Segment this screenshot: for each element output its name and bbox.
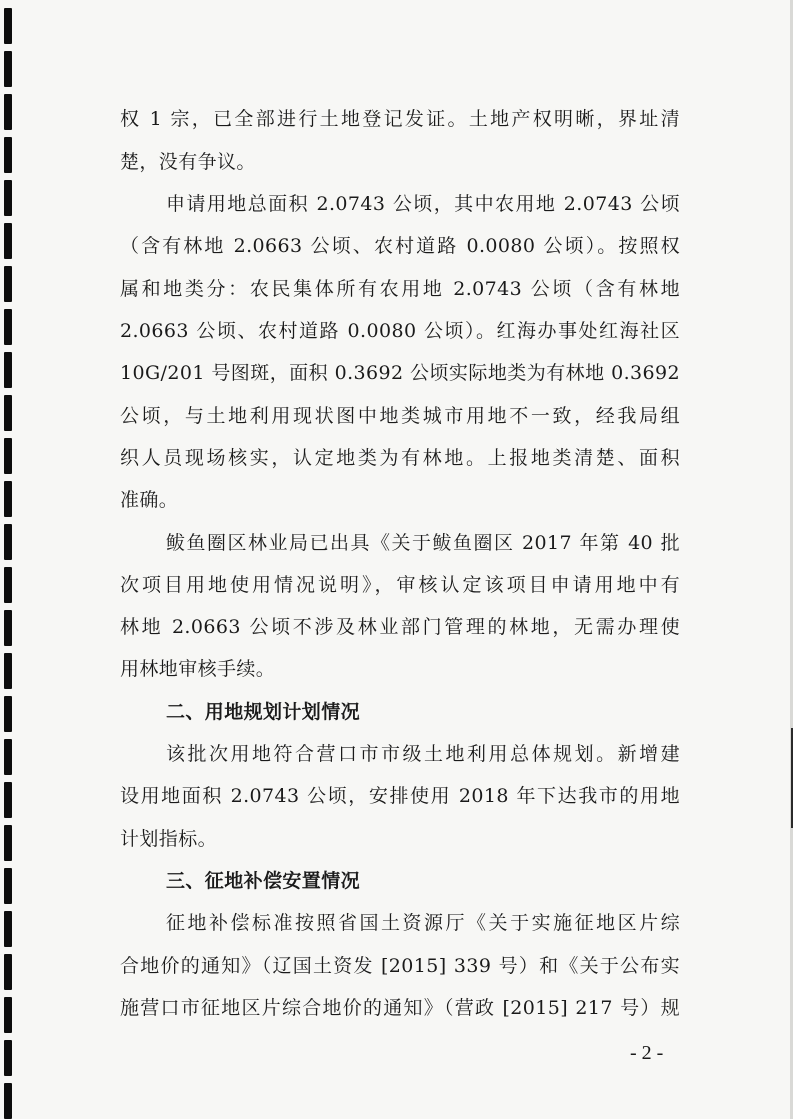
text-line: 设用地面积 2.0743 公顷，安排使用 2018 年下达我市的用地 <box>120 785 680 807</box>
binding-hole <box>4 223 12 259</box>
binding-hole <box>4 997 12 1033</box>
binding-hole <box>4 94 12 130</box>
text-line: 合地价的通知》（辽国土资发 [2015] 339 号）和《关于公布实 <box>120 955 680 977</box>
text-line: 该批次用地符合营口市市级土地利用总体规划。新增建 <box>166 743 680 765</box>
binding-hole <box>4 567 12 603</box>
text-line: 鲅鱼圈区林业局已出具《关于鲅鱼圈区 2017 年第 40 批 <box>166 532 680 554</box>
text-line: 计划指标。 <box>120 828 218 850</box>
text-line: 准确。 <box>120 489 179 511</box>
binding-hole <box>4 266 12 302</box>
text-line: 申请用地总面积 2.0743 公顷，其中农用地 2.0743 公顷 <box>166 193 680 215</box>
binding-hole <box>4 1083 12 1119</box>
binding-hole <box>4 137 12 173</box>
binding-hole <box>4 352 12 388</box>
binding-hole <box>4 309 12 345</box>
text-line: 织人员现场核实，认定地类为有林地。上报地类清楚、面积 <box>120 447 680 469</box>
page-number: - 2 - <box>630 1042 664 1064</box>
binding-hole <box>4 180 12 216</box>
binding-hole <box>4 1040 12 1076</box>
binding-hole <box>4 51 12 87</box>
binding-hole <box>4 825 12 861</box>
binding-hole <box>4 739 12 775</box>
binding-hole <box>4 911 12 947</box>
binding-hole <box>4 954 12 990</box>
text-line: 属和地类分：农民集体所有农用地 2.0743 公顷（含有林地 <box>120 278 680 300</box>
text-line: 用林地审核手续。 <box>120 658 276 680</box>
text-line: （含有林地 2.0663 公顷、农村道路 0.0080 公顷）。按照权 <box>120 235 680 257</box>
binding-hole <box>4 782 12 818</box>
section-heading: 三、征地补偿安置情况 <box>166 870 361 892</box>
binding-hole <box>4 868 12 904</box>
binding-hole <box>4 610 12 646</box>
text-line: 2.0663 公顷、农村道路 0.0080 公顷）。红海办事处红海社区 <box>120 320 680 342</box>
text-line: 次项目用地使用情况说明》，审核认定该项目申请用地中有 <box>120 574 680 596</box>
text-line: 公顷，与土地利用现状图中地类城市用地不一致，经我局组 <box>120 405 680 427</box>
binding-hole <box>4 653 12 689</box>
binding-hole <box>4 481 12 517</box>
text-line: 施营口市征地区片综合地价的通知》（营政 [2015] 217 号）规 <box>120 997 680 1019</box>
binding-hole <box>4 696 12 732</box>
binding-hole <box>4 438 12 474</box>
binding-hole <box>4 395 12 431</box>
text-line: 征地补偿标准按照省国土资源厅《关于实施征地区片综 <box>166 912 680 934</box>
binding-hole <box>4 8 12 44</box>
text-line: 林地 2.0663 公顷不涉及林业部门管理的林地，无需办理使 <box>120 616 680 638</box>
text-line: 楚，没有争议。 <box>120 151 256 173</box>
binding-holes <box>4 0 18 1119</box>
text-line: 权 1 宗，已全部进行土地登记发证。土地产权明晰，界址清 <box>120 108 680 130</box>
binding-hole <box>4 524 12 560</box>
section-heading: 二、用地规划计划情况 <box>166 701 361 723</box>
text-line: 10G/201 号图斑，面积 0.3692 公顷实际地类为有林地 0.3692 <box>120 362 680 384</box>
